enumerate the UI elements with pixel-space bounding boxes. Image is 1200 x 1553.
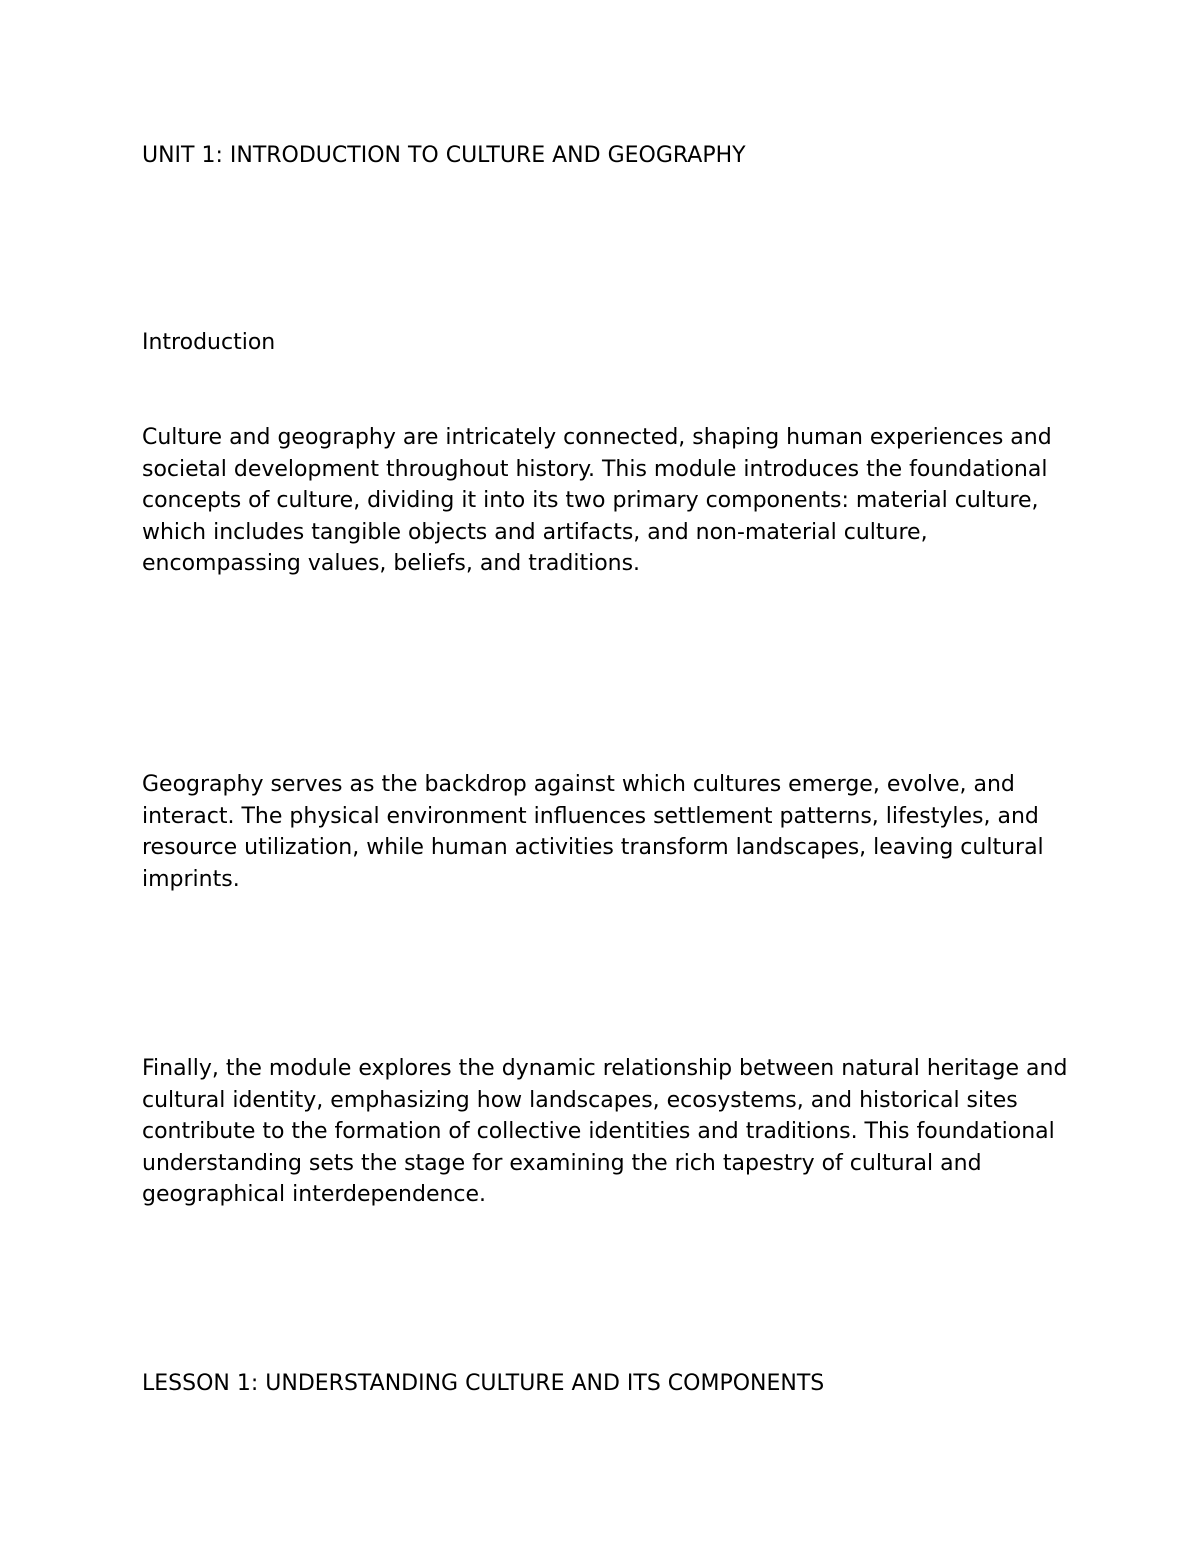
lesson-title: LESSON 1: UNDERSTANDING CULTURE AND ITS COMPONENTS xyxy=(142,1371,825,1396)
paragraph-culture-geography: Culture and geography are intricately connected, shaping human experiences and societal development throughout history. This module introduces the foundational concepts of culture, dividing it into its two primary components: material culture, which includes tangible objects and artifacts, and non-material culture, encompassing values, beliefs, and traditions. xyxy=(142,425,1052,576)
intro-heading: Introduction xyxy=(142,330,276,355)
paragraph-natural-heritage: Finally, the module explores the dynamic relationship between natural heritage and cultural identity, emphasizing how landscapes, ecosystems, and historical sites contribute to the formation of collective identities and traditions. This foundational understanding sets the stage for examining the rich tapestry of cultural and geographical interdependence. xyxy=(142,1056,1068,1207)
paragraph-geography-backdrop: Geography serves as the backdrop against which cultures emerge, evolve, and interact. The physical environment influences settlement patterns, lifestyles, and resource utilization, while human activities transform landscapes, leaving cultural imprints. xyxy=(142,772,1044,892)
unit-title: UNIT 1: INTRODUCTION TO CULTURE AND GEOGRAPHY xyxy=(142,143,746,168)
